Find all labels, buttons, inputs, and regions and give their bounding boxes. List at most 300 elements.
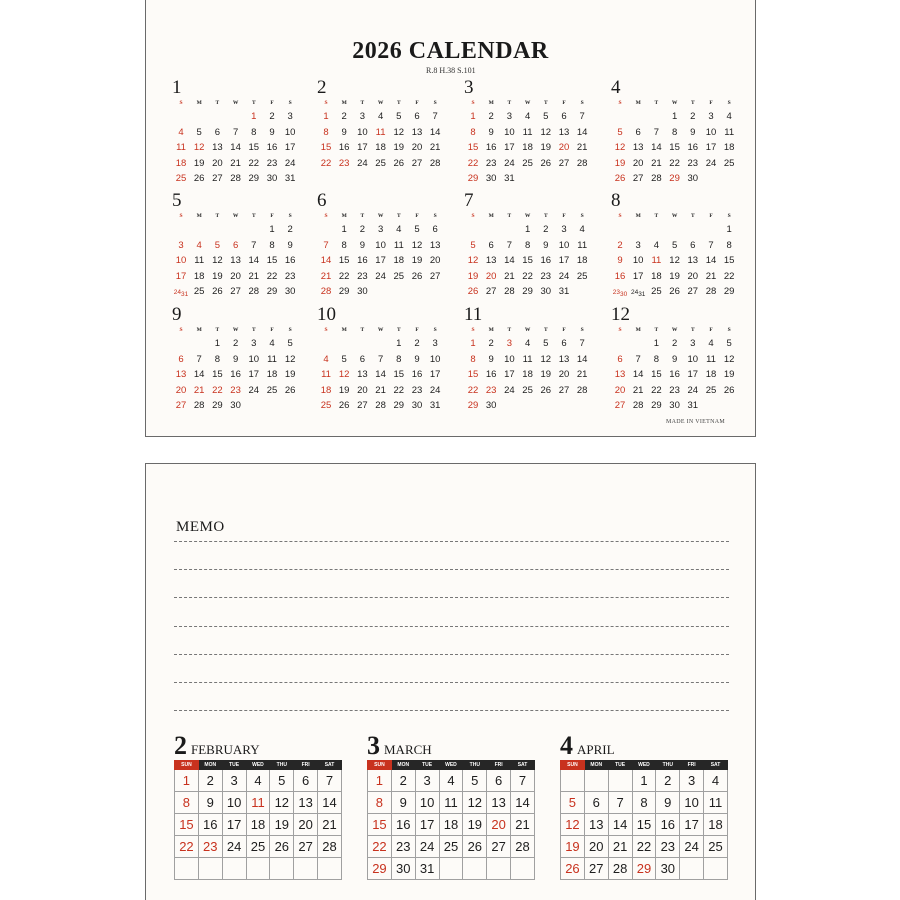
weekday-label: T xyxy=(396,100,401,106)
weekday-label: T xyxy=(396,327,401,333)
calendar-day: 8 xyxy=(653,353,660,365)
calendar-day: 14 xyxy=(705,255,717,266)
calendar-day: 19 xyxy=(561,836,585,858)
calendar-day: 13 xyxy=(632,142,644,153)
calendar-day: 16 xyxy=(391,814,415,836)
calendar-day: 29 xyxy=(723,286,735,297)
weekday-label: M xyxy=(341,100,347,106)
calendar-day: 14 xyxy=(318,792,342,814)
calendar-day: 26 xyxy=(540,384,552,396)
calendar-day: 21 xyxy=(248,270,260,282)
weekday-label: T xyxy=(654,213,659,219)
calendar-day: 8 xyxy=(251,126,257,138)
calendar-day xyxy=(561,770,585,792)
calendar-day: 22 xyxy=(320,157,332,169)
calendar-day: 11 xyxy=(704,792,728,814)
calendar-day: 3 xyxy=(287,111,293,122)
calendar-day: 25 xyxy=(175,173,187,184)
calendar-day: 8 xyxy=(470,126,476,138)
calendar-day: 7 xyxy=(506,239,513,251)
weekday-label: S xyxy=(727,100,731,106)
week-row xyxy=(175,814,342,836)
calendar-day: 14 xyxy=(230,142,241,153)
weekday-label: W xyxy=(524,100,531,106)
calendar-day: 4 xyxy=(377,111,384,122)
calendar-day: 16 xyxy=(284,255,296,266)
calendar-day: 7 xyxy=(318,770,342,792)
calendar-day: 15 xyxy=(651,369,662,380)
calendar-day: 16 xyxy=(656,814,680,836)
calendar-day: 24 xyxy=(248,384,260,396)
weekday-label: S xyxy=(324,327,328,333)
calendar-day: 18 xyxy=(522,369,533,380)
month-number: 7 xyxy=(464,190,474,211)
calendar-day: 3 xyxy=(178,239,184,251)
weekday-label: W xyxy=(524,213,531,219)
calendar-day: 28 xyxy=(320,286,332,297)
calendar-day: 23 xyxy=(266,157,278,169)
memo-line xyxy=(174,682,729,683)
calendar-day: 11 xyxy=(706,353,716,365)
calendar-day: 10 xyxy=(248,353,260,365)
calendar-day: 12 xyxy=(723,353,735,365)
calendar-day: 13 xyxy=(558,126,570,138)
weekday-header: SAT xyxy=(511,761,535,770)
calendar-day: 13 xyxy=(687,255,699,266)
calendar-day: 21 xyxy=(318,814,342,836)
calendar-day: 15 xyxy=(632,814,656,836)
weekday-label: W xyxy=(377,327,384,333)
calendar-day: 13 xyxy=(411,126,423,138)
calendar-day: 6 xyxy=(487,770,511,792)
calendar-day: $24_{31}$ xyxy=(173,289,189,298)
calendar-day: 1 xyxy=(470,338,476,349)
calendar-day xyxy=(175,858,199,880)
weekday-header: SUN xyxy=(175,761,199,770)
calendar-day: 20 xyxy=(614,384,626,396)
calendar-day: 9 xyxy=(198,792,222,814)
calendar-day: 25 xyxy=(320,400,332,411)
calendar-day: 11 xyxy=(176,142,186,153)
weekday-label: M xyxy=(488,327,494,333)
calendar-day: 2 xyxy=(656,770,680,792)
week-row xyxy=(368,836,535,858)
calendar-day: 21 xyxy=(230,157,241,169)
calendar-day: 4 xyxy=(269,338,275,349)
calendar-day: 25 xyxy=(393,270,405,282)
calendar-day: 23 xyxy=(485,157,497,169)
calendar-day: 12 xyxy=(467,255,479,266)
week-row xyxy=(561,858,728,880)
calendar-day: 18 xyxy=(723,142,735,153)
weekday-label: T xyxy=(251,213,256,219)
calendar-day: 13 xyxy=(230,255,241,266)
memo-line xyxy=(174,710,729,711)
calendar-day: 24 xyxy=(429,384,441,396)
weekday-label: S xyxy=(727,213,731,219)
calendar-day: 30 xyxy=(284,286,296,297)
calendar-day xyxy=(270,858,294,880)
calendar-day: 5 xyxy=(214,239,221,251)
calendar-day: 15 xyxy=(467,369,479,380)
calendar-day: 28 xyxy=(608,858,632,880)
calendar-day: 4 xyxy=(653,239,660,251)
calendar-day xyxy=(222,858,246,880)
calendar-day xyxy=(511,858,535,880)
calendar-day: 8 xyxy=(470,353,476,365)
calendar-day: 20 xyxy=(429,255,441,266)
calendar-day: 27 xyxy=(485,286,497,297)
week-row xyxy=(368,792,535,814)
calendar-day xyxy=(487,858,511,880)
calendar-day: 23 xyxy=(357,270,368,282)
weekday-header: TUE xyxy=(222,761,246,770)
calendar-day: 22 xyxy=(175,836,199,858)
calendar-day: 6 xyxy=(690,239,696,251)
weekday-label: W xyxy=(671,213,678,219)
calendar-day: 17 xyxy=(705,142,717,153)
weekday-label: T xyxy=(543,213,548,219)
calendar-day: 26 xyxy=(561,858,585,880)
week-row xyxy=(368,770,535,792)
calendar-day: 27 xyxy=(411,157,423,169)
calendar-day: 2 xyxy=(543,224,549,235)
calendar-day: 18 xyxy=(266,369,278,380)
calendar-day: 2 xyxy=(198,770,222,792)
calendar-day: 28 xyxy=(504,286,515,297)
memo-line xyxy=(174,569,729,570)
calendar-day: 5 xyxy=(726,338,732,349)
calendar-day: 26 xyxy=(540,157,552,169)
calendar-day: 16 xyxy=(614,270,626,282)
calendar-day xyxy=(439,858,463,880)
calendar-day: 5 xyxy=(470,239,476,251)
weekday-label: F xyxy=(709,100,713,106)
weekday-label: S xyxy=(618,327,622,333)
calendar-day: 10 xyxy=(680,792,704,814)
calendar-day: 5 xyxy=(341,353,347,365)
weekday-label: M xyxy=(635,327,641,333)
weekday-label: T xyxy=(215,100,220,106)
calendar-day: 8 xyxy=(368,792,392,814)
memo-calendar-card xyxy=(145,463,756,900)
weekday-label: M xyxy=(488,100,494,106)
weekday-label: T xyxy=(690,213,695,219)
weekday-header: THU xyxy=(270,761,294,770)
calendar-day: 25 xyxy=(704,836,728,858)
calendar-day: 7 xyxy=(511,770,535,792)
calendar-day: 5 xyxy=(543,338,549,349)
calendar-day: 19 xyxy=(463,814,487,836)
calendar-day: 30 xyxy=(411,400,423,411)
calendar-day: 10 xyxy=(705,126,717,138)
weekday-header: MON xyxy=(391,761,415,770)
calendar-day: 22 xyxy=(393,384,405,396)
calendar-day: 1 xyxy=(671,111,678,122)
calendar-day: 10 xyxy=(175,255,187,266)
calendar-day: 18 xyxy=(246,814,270,836)
calendar-day: 15 xyxy=(467,142,479,153)
weekday-label: M xyxy=(196,327,202,333)
calendar-day: 22 xyxy=(368,836,392,858)
calendar-day: 26 xyxy=(614,173,626,184)
memo-line xyxy=(174,541,729,542)
weekday-header: SUN xyxy=(561,761,585,770)
weekday-label: T xyxy=(251,327,256,333)
calendar-day: 18 xyxy=(175,157,187,169)
weekday-label: T xyxy=(215,213,220,219)
calendar-day: 3 xyxy=(506,111,513,122)
calendar-day: 20 xyxy=(584,836,608,858)
calendar-day: 12 xyxy=(463,792,487,814)
calendar-day: $23_{30}$ xyxy=(612,289,628,298)
calendar-day: 14 xyxy=(651,142,662,153)
calendar-day: 17 xyxy=(175,270,187,282)
weekday-label: F xyxy=(562,100,566,106)
calendar-day: 20 xyxy=(687,270,699,282)
calendar-day: 10 xyxy=(375,239,386,251)
calendar-day: 14 xyxy=(375,369,386,380)
calendar-day: 19 xyxy=(393,142,405,153)
calendar-day: 16 xyxy=(266,142,278,153)
calendar-day: 9 xyxy=(232,353,239,365)
calendar-day: 26 xyxy=(463,836,487,858)
calendar-day: 13 xyxy=(487,792,511,814)
weekday-label: S xyxy=(179,213,183,219)
calendar-day: 11 xyxy=(375,126,386,138)
calendar-day: 17 xyxy=(248,369,260,380)
calendar-day: 29 xyxy=(212,400,223,411)
calendar-day: 20 xyxy=(485,270,497,282)
calendar-day: 30 xyxy=(266,173,278,184)
weekday-label: W xyxy=(671,327,678,333)
calendar-day: 9 xyxy=(543,239,549,251)
calendar-day: 26 xyxy=(338,400,350,411)
calendar-day: 21 xyxy=(651,157,662,169)
calendar-day: 3 xyxy=(222,770,246,792)
calendar-day: 15 xyxy=(320,142,332,153)
weekday-header: SAT xyxy=(318,761,342,770)
calendar-day: 2 xyxy=(269,111,275,122)
calendar-day: 27 xyxy=(230,286,241,297)
calendar-day: 25 xyxy=(576,270,588,282)
weekday-label: S xyxy=(580,213,584,219)
calendar-day: 6 xyxy=(488,239,494,251)
calendar-day: 27 xyxy=(614,400,626,411)
calendar-day: 13 xyxy=(212,142,223,153)
calendar-day: 12 xyxy=(270,792,294,814)
calendar-day: 6 xyxy=(359,353,366,365)
calendar-day: 27 xyxy=(429,270,441,282)
calendar-day: 19 xyxy=(540,369,552,380)
calendar-day: 22 xyxy=(632,836,656,858)
calendar-day: 30 xyxy=(687,173,699,184)
month-grid xyxy=(560,760,728,880)
weekday-label: W xyxy=(232,100,239,106)
weekday-label: W xyxy=(232,327,239,333)
calendar-day: 1 xyxy=(470,111,476,122)
month-name: MARCH xyxy=(384,742,432,757)
calendar-day: 1 xyxy=(653,338,660,349)
calendar-day: 14 xyxy=(504,255,515,266)
calendar-day: 22 xyxy=(467,157,479,169)
memo-line xyxy=(174,626,729,627)
calendar-day: 26 xyxy=(669,286,680,297)
calendar-day: 15 xyxy=(212,369,223,380)
calendar-day: 27 xyxy=(212,173,223,184)
calendar-day: 26 xyxy=(193,173,205,184)
calendar-day: 12 xyxy=(411,239,423,251)
calendar-day: 20 xyxy=(357,384,368,396)
calendar-day: 12 xyxy=(561,814,585,836)
week-row xyxy=(561,792,728,814)
calendar-day: 6 xyxy=(432,224,438,235)
calendar-day: 7 xyxy=(232,126,239,138)
calendar-day: 5 xyxy=(617,126,623,138)
month-number: 5 xyxy=(172,190,182,211)
calendar-day: 13 xyxy=(485,255,497,266)
calendar-day: 16 xyxy=(230,369,241,380)
calendar-day: 20 xyxy=(632,157,644,169)
weekday-label: T xyxy=(507,327,512,333)
calendar-day: 31 xyxy=(687,400,699,411)
weekday-label: T xyxy=(360,100,365,106)
weekday-label: T xyxy=(654,327,659,333)
calendar-day: 19 xyxy=(723,369,735,380)
calendar-day: 18 xyxy=(320,384,332,396)
calendar-day: 21 xyxy=(429,142,441,153)
calendar-day: 5 xyxy=(196,126,202,138)
calendar-day: 8 xyxy=(632,792,656,814)
calendar-day: 4 xyxy=(524,338,531,349)
weekday-label: F xyxy=(270,100,274,106)
week-row xyxy=(561,836,728,858)
calendar-day: 27 xyxy=(558,157,570,169)
calendar-day: 22 xyxy=(651,384,662,396)
calendar-day: 26 xyxy=(411,270,423,282)
calendar-day: 17 xyxy=(687,369,699,380)
calendar-day: 1 xyxy=(396,338,402,349)
calendar-day: 29 xyxy=(632,858,656,880)
calendar-day xyxy=(608,770,632,792)
calendar-day: 7 xyxy=(608,792,632,814)
calendar-day: 24 xyxy=(222,836,246,858)
calendar-day: 18 xyxy=(439,814,463,836)
week-row xyxy=(561,814,728,836)
calendar-day: 9 xyxy=(671,353,678,365)
weekday-label: S xyxy=(471,100,475,106)
calendar-day: 15 xyxy=(393,369,405,380)
calendar-day: 28 xyxy=(375,400,386,411)
calendar-day: 24 xyxy=(504,384,515,396)
weekday-header: FRI xyxy=(487,761,511,770)
calendar-day: 5 xyxy=(543,111,549,122)
calendar-day: 27 xyxy=(175,400,187,411)
weekday-label: S xyxy=(471,213,475,219)
weekday-label: T xyxy=(507,213,512,219)
month-number: 8 xyxy=(611,190,621,211)
calendar-day: 23 xyxy=(391,836,415,858)
calendar-day: 19 xyxy=(669,270,680,282)
calendar-day: 14 xyxy=(429,126,441,138)
weekday-label: F xyxy=(709,213,713,219)
calendar-day: 19 xyxy=(540,142,552,153)
month-number: 3 xyxy=(367,731,380,760)
week-row xyxy=(175,770,342,792)
calendar-day: 3 xyxy=(680,770,704,792)
calendar-day: 27 xyxy=(294,836,318,858)
weekday-label: T xyxy=(360,213,365,219)
calendar-day: 15 xyxy=(266,255,278,266)
calendar-day: 22 xyxy=(723,270,735,282)
month-number: 6 xyxy=(317,190,327,211)
calendar-day: 22 xyxy=(467,384,479,396)
calendar-day: 11 xyxy=(246,792,270,814)
calendar-day: 3 xyxy=(635,239,641,251)
weekday-label: T xyxy=(360,327,365,333)
weekday-header: WED xyxy=(246,761,270,770)
calendar-day: 23 xyxy=(540,270,552,282)
calendar-day: 2 xyxy=(287,224,293,235)
calendar-day: 9 xyxy=(414,353,420,365)
calendar-day: 19 xyxy=(270,814,294,836)
calendar-day: 17 xyxy=(632,270,644,282)
calendar-day: 1 xyxy=(175,770,199,792)
calendar-day: 12 xyxy=(540,126,552,138)
calendar-day: 12 xyxy=(284,353,296,365)
week-row xyxy=(175,792,342,814)
calendar-day: 27 xyxy=(558,384,570,396)
weekday-header: WED xyxy=(632,761,656,770)
calendar-day: 27 xyxy=(632,173,644,184)
calendar-day: 4 xyxy=(579,224,585,235)
made-in-label: MADE IN VIETNAM xyxy=(665,419,725,425)
calendar-day: 13 xyxy=(584,814,608,836)
calendar-day: 7 xyxy=(653,126,660,138)
calendar-day: 8 xyxy=(671,126,678,138)
calendar-day: 1 xyxy=(524,224,531,235)
calendar-day: 4 xyxy=(396,224,402,235)
calendar-day: 14 xyxy=(193,369,205,380)
weekday-label: W xyxy=(377,100,384,106)
calendar-day: 10 xyxy=(632,255,644,266)
calendar-day: $24_{31}$ xyxy=(630,289,646,298)
calendar-day: 3 xyxy=(377,224,384,235)
calendar-day: 3 xyxy=(690,338,696,349)
weekday-header: FRI xyxy=(680,761,704,770)
calendar-day: 12 xyxy=(669,255,680,266)
weekday-label: T xyxy=(690,327,695,333)
calendar-day: 12 xyxy=(212,255,223,266)
calendar-day: 20 xyxy=(558,142,570,153)
calendar-day: 7 xyxy=(579,111,585,122)
calendar-day: 14 xyxy=(632,369,644,380)
calendar-day: 3 xyxy=(415,770,439,792)
calendar-day: 6 xyxy=(414,111,420,122)
calendar-day: 21 xyxy=(320,270,332,282)
calendar-day: 3 xyxy=(561,224,567,235)
calendar-day: 18 xyxy=(704,814,728,836)
calendar-day: 10 xyxy=(222,792,246,814)
weekday-label: S xyxy=(179,327,183,333)
memo-label: MEMO xyxy=(176,519,225,535)
calendar-day: 1 xyxy=(368,770,392,792)
calendar-day: 7 xyxy=(377,353,384,365)
calendar-day xyxy=(463,858,487,880)
memo-line xyxy=(174,654,729,655)
calendar-day: 18 xyxy=(193,270,205,282)
calendar-day: 1 xyxy=(341,224,347,235)
